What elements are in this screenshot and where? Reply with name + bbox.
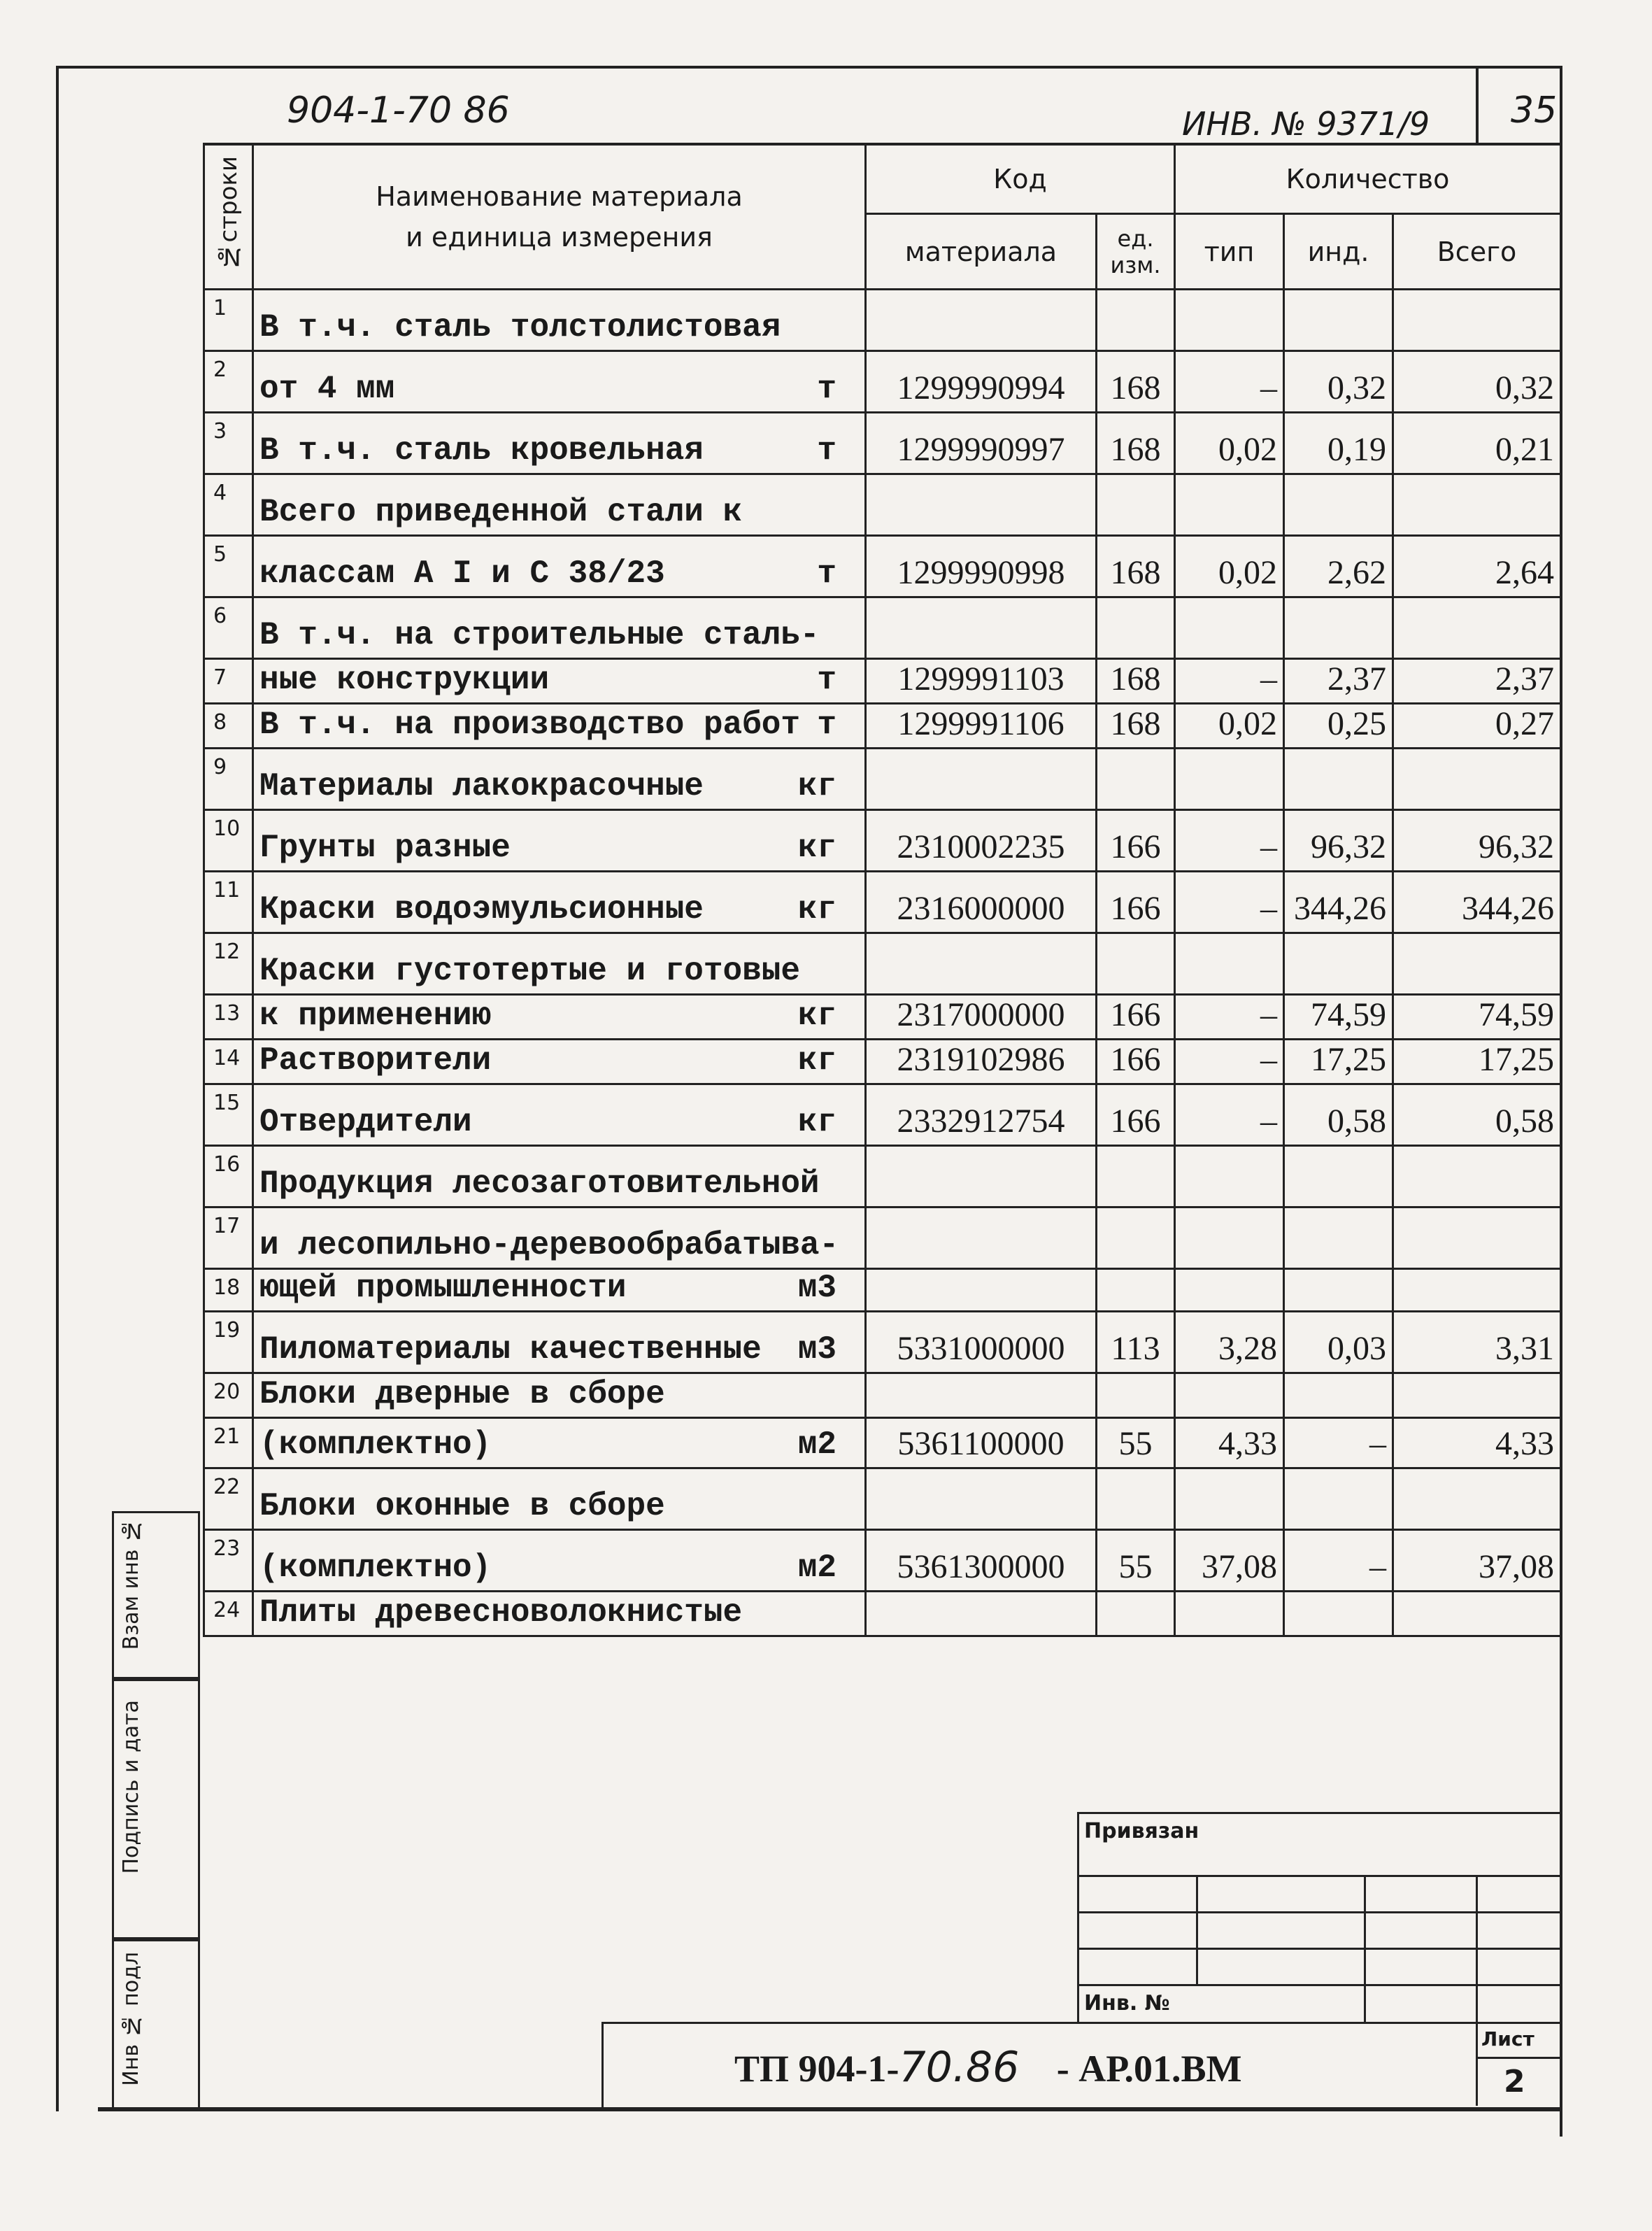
material-name-cell (253, 1468, 866, 1530)
table-row (204, 1468, 1561, 1530)
material-code (866, 597, 1097, 659)
table-row (204, 1146, 1561, 1207)
material-name-cell (253, 413, 866, 474)
stamp-line (1077, 1911, 1562, 1913)
material-name-cell (253, 872, 866, 933)
qty-type: – (1175, 1084, 1284, 1146)
row-number: 11 (204, 872, 253, 933)
unit-name: кг (797, 768, 836, 805)
qty-type (1175, 749, 1284, 810)
frame-bottom-border (98, 2107, 1562, 2111)
material-name-cell (253, 995, 866, 1040)
qty-type: 0,02 (1175, 413, 1284, 474)
material-name: В т.ч. сталь толстолистовая (259, 309, 781, 346)
row-number: 8 (204, 704, 253, 749)
material-code (866, 1592, 1097, 1636)
unit-code: 55 (1097, 1530, 1175, 1592)
material-name-cell (253, 704, 866, 749)
unit-name: т (817, 432, 836, 469)
qty-ind: 344,26 (1284, 872, 1393, 933)
qty-total: 0,58 (1393, 1084, 1561, 1146)
sheet-label: Лист (1481, 2027, 1534, 2051)
qty-total (1393, 1207, 1561, 1269)
material-code: 2332912754 (866, 1084, 1097, 1146)
qty-ind (1284, 597, 1393, 659)
unit-code: 166 (1097, 872, 1175, 933)
unit-name: т (817, 662, 836, 698)
unit-code (1097, 290, 1175, 351)
material-name-cell (253, 659, 866, 704)
unit-code: 168 (1097, 536, 1175, 597)
material-name: к применению (259, 998, 492, 1034)
table-row (204, 1207, 1561, 1269)
material-name: В т.ч. на производство работ (259, 707, 800, 743)
material-name-cell (253, 536, 866, 597)
row-number: 19 (204, 1312, 253, 1373)
material-name: (комплектно) (259, 1550, 492, 1586)
unit-code (1097, 1207, 1175, 1269)
qty-ind: – (1284, 1418, 1393, 1468)
qty-ind: 2,37 (1284, 659, 1393, 704)
table-row (204, 749, 1561, 810)
doc-code-handwritten: 70.86 (899, 2043, 1020, 2092)
qty-ind: 2,62 (1284, 536, 1393, 597)
qty-type (1175, 1373, 1284, 1418)
row-number: 3 (204, 413, 253, 474)
unit-code: 168 (1097, 351, 1175, 413)
qty-total (1393, 749, 1561, 810)
page-number-divider (1476, 66, 1479, 143)
name-unit-header (253, 144, 866, 290)
qty-type (1175, 933, 1284, 995)
unit-code (1097, 597, 1175, 659)
table-row (204, 1312, 1561, 1373)
type-header: тип (1175, 214, 1284, 290)
stamp-line (1077, 1875, 1562, 1877)
replacement-inventory-label: Взам инв № (119, 1518, 143, 1650)
doc-code-prefix: ТП 904-1- (734, 2048, 899, 2090)
unit-name: т (817, 707, 836, 743)
material-name: Блоки оконные в сборе (259, 1488, 665, 1524)
material-code (866, 1269, 1097, 1312)
qty-ind (1284, 1592, 1393, 1636)
qty-type (1175, 597, 1284, 659)
qty-ind (1284, 1269, 1393, 1312)
material-name-cell (253, 1312, 866, 1373)
qty-ind (1284, 749, 1393, 810)
material-code (866, 1146, 1097, 1207)
table-row (204, 351, 1561, 413)
attached-label: Привязан (1084, 1819, 1199, 1843)
unit-code: 55 (1097, 1418, 1175, 1468)
material-name: и лесопильно-деревообрабатыва- (259, 1227, 839, 1263)
row-number-header: №строки (204, 144, 253, 290)
row-number: 7 (204, 659, 253, 704)
unit-code: 166 (1097, 810, 1175, 872)
table-row (204, 1418, 1561, 1468)
unit-name: м2 (797, 1550, 836, 1586)
unit-code (1097, 1592, 1175, 1636)
material-name: Грунты разные (259, 830, 511, 866)
stamp-inventory-label: Инв. № (1084, 1991, 1170, 2016)
qty-total: 3,31 (1393, 1312, 1561, 1373)
row-number: 14 (204, 1040, 253, 1084)
qty-ind (1284, 1373, 1393, 1418)
qty-total: 4,33 (1393, 1418, 1561, 1468)
material-name-cell (253, 810, 866, 872)
row-number: 18 (204, 1269, 253, 1312)
material-code (866, 290, 1097, 351)
project-number: 904-1-70 86 (287, 90, 510, 132)
unit-code (1097, 1468, 1175, 1530)
doc-code-suffix: - АР.01.ВМ (1056, 2048, 1242, 2090)
unit-code: 166 (1097, 1084, 1175, 1146)
row-number: 10 (204, 810, 253, 872)
table-row (204, 536, 1561, 597)
table-row (204, 597, 1561, 659)
table-row (204, 1530, 1561, 1592)
material-code: 2317000000 (866, 995, 1097, 1040)
sheet-number: 2 (1504, 2064, 1525, 2099)
row-number: 4 (204, 474, 253, 536)
qty-type: 3,28 (1175, 1312, 1284, 1373)
stamp-line (1364, 1875, 1366, 2022)
material-name-cell (253, 474, 866, 536)
qty-total: 344,26 (1393, 872, 1561, 933)
material-name-cell (253, 1418, 866, 1468)
signature-date-label: Подпись и дата (119, 1700, 143, 1874)
stamp-line (1476, 2057, 1562, 2059)
row-number: 24 (204, 1592, 253, 1636)
qty-total: 0,27 (1393, 704, 1561, 749)
unit-code (1097, 749, 1175, 810)
qty-ind: 0,03 (1284, 1312, 1393, 1373)
unit-name: кг (797, 830, 836, 866)
stamp-line (1077, 1812, 1079, 2022)
row-number: 23 (204, 1530, 253, 1592)
material-code: 1299991103 (866, 659, 1097, 704)
qty-total: 17,25 (1393, 1040, 1561, 1084)
material-code: 5331000000 (866, 1312, 1097, 1373)
material-code: 1299990994 (866, 351, 1097, 413)
stamp-line (601, 2022, 604, 2110)
original-inventory-label: Инв № подл (119, 1952, 143, 2086)
unit-code (1097, 1373, 1175, 1418)
material-code (866, 474, 1097, 536)
material-name: (комплектно) (259, 1426, 492, 1463)
material-code: 1299990997 (866, 413, 1097, 474)
row-number: 2 (204, 351, 253, 413)
row-number: 20 (204, 1373, 253, 1418)
unit-name: т (817, 371, 836, 407)
qty-type (1175, 1207, 1284, 1269)
quantity-group-header: Количество (1175, 144, 1561, 214)
material-name: Краски густотертые и готовые (259, 953, 800, 989)
qty-ind (1284, 1468, 1393, 1530)
unit-name: кг (797, 1104, 836, 1140)
row-number: 9 (204, 749, 253, 810)
qty-type: – (1175, 872, 1284, 933)
table-row (204, 659, 1561, 704)
qty-ind: 0,58 (1284, 1084, 1393, 1146)
material-name: Плиты древесноволокнистые (259, 1594, 743, 1631)
stamp-line (1077, 1948, 1562, 1950)
unit-name: кг (797, 891, 836, 928)
material-name-cell (253, 1269, 866, 1312)
row-number: 13 (204, 995, 253, 1040)
unit-code (1097, 1146, 1175, 1207)
material-name-cell (253, 1592, 866, 1636)
material-name-cell (253, 1146, 866, 1207)
qty-ind (1284, 290, 1393, 351)
qty-type: – (1175, 995, 1284, 1040)
unit-code (1097, 474, 1175, 536)
qty-total (1393, 474, 1561, 536)
qty-type: – (1175, 351, 1284, 413)
material-code (866, 933, 1097, 995)
qty-ind (1284, 933, 1393, 995)
material-name: Растворители (259, 1042, 492, 1079)
inventory-number: ИНВ. № 9371/9 (1182, 105, 1430, 143)
table-row (204, 704, 1561, 749)
unit-code: 168 (1097, 413, 1175, 474)
row-number: 6 (204, 597, 253, 659)
qty-ind: 74,59 (1284, 995, 1393, 1040)
material-name: ющей промышленности (259, 1270, 627, 1306)
qty-type: 0,02 (1175, 704, 1284, 749)
material-code: 2319102986 (866, 1040, 1097, 1084)
unit-name: т (817, 555, 836, 592)
qty-total (1393, 1269, 1561, 1312)
row-number: 5 (204, 536, 253, 597)
material-name: классам А I и С 38/23 (259, 555, 665, 592)
qty-total: 96,32 (1393, 810, 1561, 872)
qty-ind (1284, 1146, 1393, 1207)
material-name-cell (253, 1040, 866, 1084)
qty-ind: 0,25 (1284, 704, 1393, 749)
qty-total (1393, 597, 1561, 659)
material-name-cell (253, 351, 866, 413)
row-number: 15 (204, 1084, 253, 1146)
qty-ind (1284, 474, 1393, 536)
material-name: В т.ч. на строительные сталь- (259, 617, 820, 653)
material-code: 5361100000 (866, 1418, 1097, 1468)
material-name-cell (253, 933, 866, 995)
table-row (204, 1592, 1561, 1636)
qty-ind: 17,25 (1284, 1040, 1393, 1084)
material-code: 1299990998 (866, 536, 1097, 597)
material-name-cell (253, 1207, 866, 1269)
unit-name: м2 (797, 1426, 836, 1463)
unit-code-header: ед. изм. (1097, 214, 1175, 290)
qty-ind: – (1284, 1530, 1393, 1592)
qty-ind: 0,32 (1284, 351, 1393, 413)
qty-total: 0,21 (1393, 413, 1561, 474)
qty-type: – (1175, 810, 1284, 872)
qty-total (1393, 1468, 1561, 1530)
table-row (204, 995, 1561, 1040)
row-number: 16 (204, 1146, 253, 1207)
material-code (866, 1373, 1097, 1418)
qty-type: 0,02 (1175, 536, 1284, 597)
unit-name: м3 (797, 1331, 836, 1368)
material-name: В т.ч. сталь кровельная (259, 432, 704, 469)
material-code-header: материала (866, 214, 1097, 290)
material-name-cell (253, 1373, 866, 1418)
qty-ind (1284, 1207, 1393, 1269)
table-row (204, 474, 1561, 536)
material-code: 5361300000 (866, 1530, 1097, 1592)
code-group-header: Код (866, 144, 1175, 214)
material-name: Пиломатериалы качественные (259, 1331, 762, 1368)
table-row (204, 872, 1561, 933)
qty-type (1175, 1592, 1284, 1636)
qty-ind: 0,19 (1284, 413, 1393, 474)
row-number: 12 (204, 933, 253, 995)
qty-total (1393, 1146, 1561, 1207)
name-header-line1: Наименование материала (376, 180, 743, 212)
stamp-line (1476, 1875, 1478, 2106)
material-name: Материалы лакокрасочные (259, 768, 704, 805)
qty-type: – (1175, 659, 1284, 704)
table-row (204, 413, 1561, 474)
material-name: ные конструкции (259, 662, 550, 698)
table-row (204, 810, 1561, 872)
total-header: Всего (1393, 214, 1561, 290)
material-name-cell (253, 290, 866, 351)
material-name: Отвердители (259, 1104, 472, 1140)
row-number: 21 (204, 1418, 253, 1468)
qty-total (1393, 1592, 1561, 1636)
table-row (204, 1040, 1561, 1084)
qty-total: 2,64 (1393, 536, 1561, 597)
material-name: от 4 мм (259, 371, 395, 407)
qty-total: 0,32 (1393, 351, 1561, 413)
qty-ind: 96,32 (1284, 810, 1393, 872)
material-code (866, 1468, 1097, 1530)
material-name-cell (253, 1084, 866, 1146)
unit-code: 168 (1097, 704, 1175, 749)
qty-type (1175, 1269, 1284, 1312)
material-code: 2310002235 (866, 810, 1097, 872)
material-name: Краски водоэмульсионные (259, 891, 704, 928)
qty-total: 2,37 (1393, 659, 1561, 704)
qty-total (1393, 933, 1561, 995)
unit-name: кг (797, 1042, 836, 1079)
document-code (734, 2043, 1241, 2092)
page-number: 35 (1511, 90, 1558, 132)
unit-name: м3 (797, 1270, 836, 1306)
table-row (204, 933, 1561, 995)
stamp-line (1196, 1875, 1198, 1984)
unit-code: 166 (1097, 1040, 1175, 1084)
qty-type (1175, 474, 1284, 536)
row-number: 17 (204, 1207, 253, 1269)
ind-header: инд. (1284, 214, 1393, 290)
qty-type: 37,08 (1175, 1530, 1284, 1592)
material-name: Всего приведенной стали к (259, 494, 743, 530)
name-header-line2: и единица измерения (406, 221, 713, 253)
table-row (204, 1084, 1561, 1146)
material-code: 2316000000 (866, 872, 1097, 933)
unit-code (1097, 933, 1175, 995)
qty-type: 4,33 (1175, 1418, 1284, 1468)
material-code (866, 1207, 1097, 1269)
unit-code: 113 (1097, 1312, 1175, 1373)
material-name-cell (253, 749, 866, 810)
stamp-line (1077, 1984, 1562, 1986)
qty-type: – (1175, 1040, 1284, 1084)
materials-table (203, 143, 1562, 1637)
qty-total: 37,08 (1393, 1530, 1561, 1592)
material-name: Продукция лесозаготовительной (259, 1166, 820, 1202)
qty-total (1393, 1373, 1561, 1418)
qty-total: 74,59 (1393, 995, 1561, 1040)
row-number: 22 (204, 1468, 253, 1530)
qty-type (1175, 290, 1284, 351)
qty-type (1175, 1146, 1284, 1207)
unit-code: 168 (1097, 659, 1175, 704)
qty-type (1175, 1468, 1284, 1530)
material-code (866, 749, 1097, 810)
row-number: 1 (204, 290, 253, 351)
unit-name: кг (797, 998, 836, 1034)
stamp-line (1077, 1812, 1562, 1814)
table-row (204, 290, 1561, 351)
stamp-line (601, 2022, 1562, 2024)
unit-code (1097, 1269, 1175, 1312)
material-code: 1299991106 (866, 704, 1097, 749)
qty-total (1393, 290, 1561, 351)
table-row (204, 1269, 1561, 1312)
material-name: Блоки дверные в сборе (259, 1376, 665, 1412)
material-name-cell (253, 597, 866, 659)
material-name-cell (253, 1530, 866, 1592)
unit-code: 166 (1097, 995, 1175, 1040)
table-row (204, 1373, 1561, 1418)
